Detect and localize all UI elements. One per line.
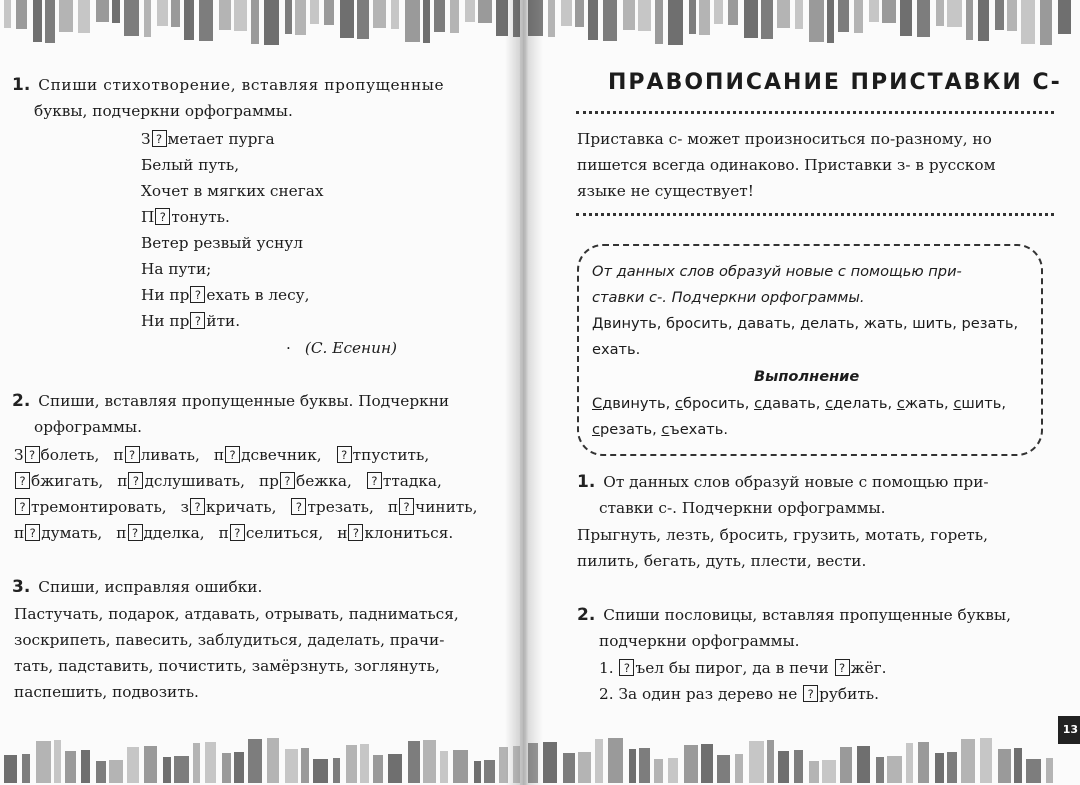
right-exercise-2-instruction	[577, 602, 1011, 628]
example-words: Двинуть, бросить, давать, делать, жать, шить, резать,	[592, 315, 1019, 332]
poem-line: П ? тонуть.	[141, 208, 230, 226]
prefix-underlined: с	[825, 395, 834, 412]
book-spine	[505, 0, 543, 785]
example-task-text: ставки с-. Подчеркни орфограммы.	[592, 289, 865, 306]
missing-letter-box: ?	[337, 446, 352, 463]
page-number: 13	[1058, 716, 1080, 744]
exercise-text: Спиши стихотворение, вставляя пропущенные	[38, 76, 445, 94]
prefix-underlined: с	[896, 395, 905, 412]
exercise-number: 1.	[12, 75, 31, 95]
prefix-underlined: с	[592, 421, 601, 438]
exercise-number: 1.	[577, 472, 596, 492]
missing-letter-box: ?	[25, 524, 40, 541]
missing-letter-box: ?	[190, 286, 205, 303]
solution-label: Выполнение	[754, 368, 860, 385]
poem-line: Ни пр ? йти.	[141, 312, 241, 330]
rule-text-line: пишется всегда одинаково. Приставки з- в русском	[577, 156, 996, 174]
exercise-3-line: тать, падставить, почистить, замёрзнуть, зоглянуть,	[14, 657, 440, 675]
decorative-stripes-top	[524, 0, 1080, 48]
missing-letter-box: ?	[128, 472, 143, 489]
decorative-stripes-bottom	[524, 735, 1080, 783]
missing-letter-box: ?	[152, 130, 167, 147]
prefix-underlined: с	[953, 395, 962, 412]
right-exercise-1-instruction	[577, 469, 989, 495]
decorative-stripes-top	[0, 0, 520, 48]
exercise-3-line: зоскрипеть, павесить, заблудиться, даделать, прачи-	[14, 631, 445, 649]
right-exercise-1-words: Прыгнуть, лезть, бросить, грузить, мотать, гореть,	[577, 526, 988, 544]
missing-letter-box: ?	[291, 498, 306, 515]
proverb-1: 1. ? ъел бы пирог, да в печи ? жёг.	[599, 659, 887, 677]
missing-letter-box: ?	[125, 446, 140, 463]
exercise-3-instruction	[12, 574, 262, 600]
dotted-divider	[576, 213, 1054, 216]
missing-letter-box: ?	[25, 446, 40, 463]
missing-letter-box: ?	[367, 472, 382, 489]
exercise-3-line: Пастучать, подарок, атдавать, отрывать, падниматься,	[14, 605, 459, 623]
poem-line: Белый путь,	[141, 156, 240, 174]
missing-letter-box: ?	[155, 208, 170, 225]
page-title: ПРАВОПИСАНИЕ ПРИСТАВКИ С-	[608, 70, 1062, 95]
exercise-1-instruction-cont: буквы, подчеркни орфограммы.	[34, 102, 293, 120]
solution-answers: Сдвинуть, сбросить, сдавать, сделать, сжать, сшить,	[592, 395, 1006, 412]
exercise-text: Спиши, вставляя пропущенные буквы. Подчеркни	[38, 392, 450, 410]
missing-letter-box: ?	[225, 446, 240, 463]
poem-author: · (С. Есенин)	[286, 339, 398, 357]
missing-letter-box: ?	[803, 685, 818, 702]
poem-line: Ветер резвый уснул	[141, 234, 303, 252]
exercise-number: 2.	[577, 605, 596, 625]
missing-letter-box: ?	[230, 524, 245, 541]
word-row: ? тремонтировать, з ? кричать, ? трезать, п ? чинить,	[14, 494, 477, 520]
missing-letter-box: ?	[128, 524, 143, 541]
missing-letter-box: ?	[15, 498, 30, 515]
missing-letter-box: ?	[619, 659, 634, 676]
missing-letter-box: ?	[280, 472, 295, 489]
exercise-2-instruction	[12, 388, 449, 414]
example-words: ехать.	[592, 341, 641, 358]
missing-letter-box: ?	[348, 524, 363, 541]
word-row: п ? думать, п ? дделка, п ? селиться, н ? клониться.	[14, 524, 454, 542]
missing-letter-box: ?	[399, 498, 414, 515]
prefix-underlined: с	[674, 395, 683, 412]
exercise-text: От данных слов образуй новые с помощью при-	[603, 473, 989, 491]
missing-letter-box: ?	[190, 312, 205, 329]
dotted-divider	[576, 111, 1054, 114]
exercise-3-line: паспешить, подвозить.	[14, 683, 199, 701]
exercise-number: 2.	[12, 391, 31, 411]
poem-line: З ? метает пурга	[141, 130, 275, 148]
poem-line: Хочет в мягких снегах	[141, 182, 324, 200]
exercise-text: Спиши, исправляя ошибки.	[38, 578, 263, 596]
word-row: З ? болеть, п ? ливать, п ? дсвечник, ? тпустить,	[14, 446, 430, 464]
prefix-underlined: С	[592, 395, 603, 412]
prefix-underlined: с	[754, 395, 763, 412]
proverb-2: 2. За один раз дерево не ? рубить.	[599, 685, 879, 703]
exercise-1-instruction	[12, 72, 444, 98]
exercise-number: 3.	[12, 577, 31, 597]
missing-letter-box: ?	[190, 498, 205, 515]
example-task-text: От данных слов образуй новые с помощью при-	[592, 263, 962, 280]
exercise-text: Спиши пословицы, вставляя пропущенные буквы,	[603, 606, 1011, 624]
poem-line: На пути;	[141, 260, 212, 278]
rule-text-line: языке не существует!	[577, 182, 754, 200]
right-exercise-1-instruction-cont: ставки с-. Подчеркни орфограммы.	[599, 499, 886, 517]
missing-letter-box: ?	[15, 472, 30, 489]
missing-letter-box: ?	[835, 659, 850, 676]
exercise-2-instruction-cont: орфограммы.	[34, 418, 142, 436]
decorative-stripes-bottom	[0, 735, 520, 783]
right-exercise-2-instruction-cont: подчеркни орфограммы.	[599, 632, 800, 650]
prefix-underlined: с	[661, 421, 670, 438]
right-exercise-1-words: пилить, бегать, дуть, плести, вести.	[577, 552, 867, 570]
poem-line: Ни пр ? ехать в лесу,	[141, 286, 310, 304]
solution-answers: срезать, съехать.	[592, 421, 729, 438]
rule-text-line: Приставка с- может произноситься по-разному, но	[577, 130, 992, 148]
word-row: ? бжигать, п ? дслушивать, пр ? бежка, ? ттадка,	[14, 468, 442, 494]
